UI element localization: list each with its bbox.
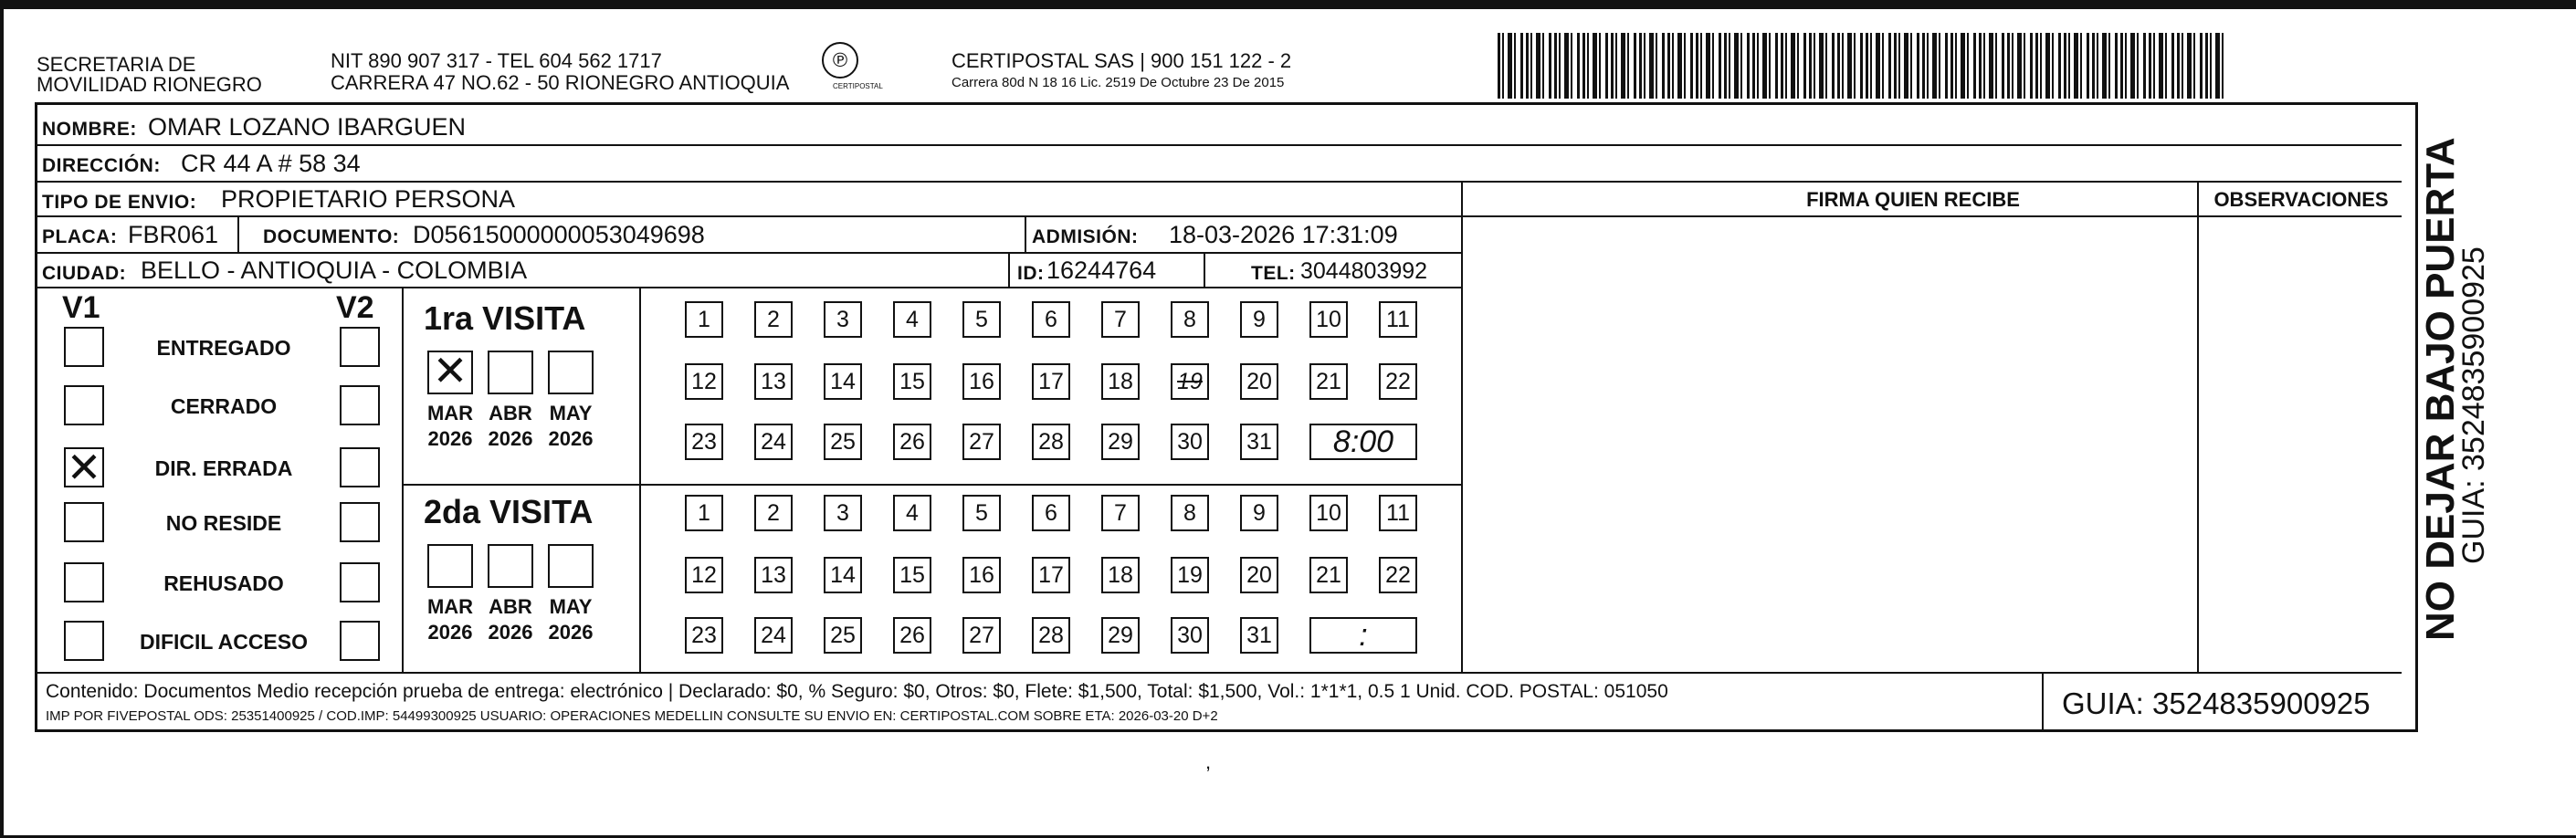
logo-text: CERTIPOSTAL [833,82,883,90]
day-box[interactable]: 11 [1379,301,1417,338]
v2-checkbox[interactable] [340,621,380,661]
plate-label: PLACA: [42,226,118,247]
month-year: 2026 [488,427,533,450]
day-box[interactable]: 20 [1240,363,1278,400]
day-box[interactable]: 21 [1309,557,1348,593]
day-box[interactable]: 4 [893,301,931,338]
day-box[interactable]: 13 [754,363,793,400]
address-label: DIRECCIÓN: [42,155,161,176]
visit2-title: 2da VISITA [424,493,594,530]
document-label: DOCUMENTO: [263,226,400,247]
plate-value: FBR061 [128,221,219,248]
v1-checkbox[interactable] [64,562,104,602]
divider [237,217,239,254]
day-box[interactable]: 29 [1101,424,1140,460]
day-box[interactable]: 27 [962,424,1001,460]
visit1-title: 1ra VISITA [424,299,586,337]
day-box[interactable]: 6 [1032,301,1070,338]
month-checkbox[interactable] [488,351,533,394]
day-box[interactable]: 10 [1309,301,1348,338]
month-checkbox[interactable] [427,544,473,588]
day-box[interactable]: 17 [1032,363,1070,400]
signature-column-header: FIRMA QUIEN RECIBE [1806,188,2020,211]
day-box[interactable]: 31 [1240,617,1278,654]
month-checkbox[interactable] [488,544,533,588]
day-box[interactable]: 31 [1240,424,1278,460]
month-year: 2026 [427,621,473,644]
v2-checkbox[interactable] [340,502,380,542]
day-box[interactable]: 18 [1101,363,1140,400]
day-box[interactable]: 28 [1032,424,1070,460]
status-label: REHUSADO [163,571,284,595]
admission-label: ADMISIÓN: [1032,226,1139,247]
calendar-divider [639,288,641,672]
day-box[interactable]: 21 [1309,363,1348,400]
column-header-line [1461,215,2402,217]
sender-line2: MOVILIDAD RIONEGRO [37,73,262,96]
day-box[interactable]: 9 [1240,495,1278,531]
footer-imp-line: IMP POR FIVEPOSTAL ODS: 25351400925 / COD.IMP: 54499300925 USUARIO: OPERACIONES MEDELLIN CONSULTE SU ENVIO EN: CERTIPOSTAL.COM SOBRE ETA: 2026-03-20 D+2 [46,708,1218,724]
v1-checkbox[interactable] [64,621,104,661]
day-box[interactable]: 20 [1240,557,1278,593]
month-label: MAR [426,595,474,618]
time-box[interactable]: 8:00 [1309,424,1417,460]
tel-label: TEL: [1251,263,1296,284]
name-label: NOMBRE: [42,119,137,140]
day-box[interactable]: 6 [1032,495,1070,531]
barcode [1498,33,2228,99]
month-checkbox[interactable] [548,351,594,394]
v1-header: V1 [62,290,100,325]
id-label: ID: [1017,263,1045,284]
day-box[interactable]: 11 [1379,495,1417,531]
tel-value: 3044803992 [1300,258,1428,284]
month-year: 2026 [427,427,473,450]
month-label: MAR [426,402,474,424]
day-box[interactable]: 7 [1101,301,1140,338]
carrier-line1: CERTIPOSTAL SAS | 900 151 122 - 2 [952,49,1292,72]
day-box[interactable]: 22 [1379,363,1417,400]
admission-value: 18-03-2026 17:31:09 [1169,221,1398,248]
day-box[interactable]: 7 [1101,495,1140,531]
month-checkbox[interactable] [548,544,594,588]
day-box[interactable]: 24 [754,424,793,460]
month-label: MAY [549,402,593,424]
v2-checkbox[interactable] [340,562,380,602]
city-label: CIUDAD: [42,263,127,284]
v2-header: V2 [336,290,374,325]
name-row [37,111,2402,146]
address-line: CARRERA 47 NO.62 - 50 RIONEGRO ANTIOQUIA [331,71,790,94]
v1-checkbox[interactable] [64,502,104,542]
status-label: NO RESIDE [165,511,282,535]
carrier-line2: Carrera 80d N 18 16 Lic. 2519 De Octubre 23 De 2015 [952,75,1285,90]
day-box[interactable]: 2 [754,301,793,338]
day-box[interactable]: 27 [962,617,1001,654]
day-box[interactable]: 3 [824,301,862,338]
divider [1025,217,1026,254]
day-box[interactable]: 22 [1379,557,1417,593]
month-label: ABR [489,402,532,424]
month-label: MAY [549,595,593,618]
shipment-type: PROPIETARIO PERSONA [221,185,516,213]
day-box[interactable]: 25 [824,617,862,654]
plate-row [37,217,1461,254]
sender-line1: SECRETARIA DE [37,53,196,76]
time-box[interactable]: : [1309,617,1417,654]
divider [2042,672,2044,732]
day-box[interactable]: 25 [824,424,862,460]
v2-checkbox[interactable] [340,327,380,367]
status-divider [402,288,404,672]
recipient-address: CR 44 A # 58 34 [181,150,361,177]
footer-content: Contenido: Documentos Medio recepción prueba de entrega: electrónico | Declarado: $0, % Seguro: $0, Otros: $0, Flete: $1,500, Total: $1,500, Vol.: 1*1*1, 0.5 1 Unid. COD. POSTAL: 051050 [46,681,1668,702]
day-box[interactable]: 23 [685,617,723,654]
top-edge [0,0,2576,9]
day-box[interactable]: 24 [754,617,793,654]
day-box[interactable]: 26 [893,424,931,460]
day-box[interactable]: 13 [754,557,793,593]
stray-mark: , [1205,750,1212,773]
day-box[interactable]: 12 [685,557,723,593]
day-box[interactable]: 12 [685,363,723,400]
v2-checkbox[interactable] [340,385,380,425]
day-box[interactable]: 16 [962,363,1001,400]
day-box[interactable]: 1 [685,495,723,531]
status-label: DIFICIL ACCESO [139,630,308,654]
nit-line: NIT 890 907 317 - TEL 604 562 1717 [331,49,662,72]
footer-line [37,672,2402,674]
day-box[interactable]: 8 [1171,495,1209,531]
day-box[interactable]: 28 [1032,617,1070,654]
city-row [37,254,1461,288]
observations-left-divider [2197,183,2199,672]
type-label: TIPO DE ENVIO: [42,192,197,213]
day-box[interactable]: 15 [893,557,931,593]
status-label: DIR. ERRADA [154,456,293,480]
day-box[interactable]: 14 [824,557,862,593]
document-value: D05615000000053049698 [413,221,705,248]
recipient-name: OMAR LOZANO IBARGUEN [148,113,467,141]
month-year: 2026 [488,621,533,644]
day-box[interactable]: 1 [685,301,723,338]
id-value: 16244764 [1046,257,1157,284]
day-box[interactable]: 2 [754,495,793,531]
day-box[interactable]: 30 [1171,424,1209,460]
observations-column-header: OBSERVACIONES [2213,188,2389,211]
day-box[interactable]: 18 [1101,557,1140,593]
day-box[interactable]: 8 [1171,301,1209,338]
signature-left-divider [1461,183,1463,672]
month-checkbox[interactable]: ✕ [427,351,473,394]
day-box[interactable]: 9 [1240,301,1278,338]
day-box[interactable]: 26 [893,617,931,654]
status-label: CERRADO [170,394,278,418]
v1-checkbox[interactable] [64,385,104,425]
city-value: BELLO - ANTIOQUIA - COLOMBIA [141,257,528,284]
day-box[interactable]: 29 [1101,617,1140,654]
divider [1008,254,1010,288]
address-row [37,146,2402,183]
day-box[interactable]: 3 [824,495,862,531]
day-box[interactable]: 5 [962,495,1001,531]
v2-checkbox[interactable] [340,447,380,487]
day-box[interactable]: 15 [893,363,931,400]
day-box[interactable]: 17 [1032,557,1070,593]
v1-checkbox[interactable]: ✕ [64,447,104,487]
certipostal-logo-icon: ℗ [822,42,858,79]
month-year: 2026 [548,621,594,644]
visit-divider [402,484,1461,486]
side-guide: GUIA: 3524835900925 [2456,246,2491,564]
day-box[interactable]: 10 [1309,495,1348,531]
day-box[interactable]: 4 [893,495,931,531]
day-box[interactable]: 30 [1171,617,1209,654]
month-label: ABR [489,595,532,618]
day-box[interactable]: 14 [824,363,862,400]
day-box[interactable]: 19 [1171,557,1209,593]
day-box[interactable]: 16 [962,557,1001,593]
status-label: ENTREGADO [156,336,291,360]
divider [1204,254,1205,288]
day-box[interactable]: 23 [685,424,723,460]
no-under-door-notice: NO DEJAR BAJO PUERTA [2418,137,2463,641]
footer-guide: GUIA: 3524835900925 [2062,686,2371,720]
month-year: 2026 [548,427,594,450]
day-box[interactable]: 19 [1171,363,1209,400]
day-box[interactable]: 5 [962,301,1001,338]
v1-checkbox[interactable] [64,327,104,367]
